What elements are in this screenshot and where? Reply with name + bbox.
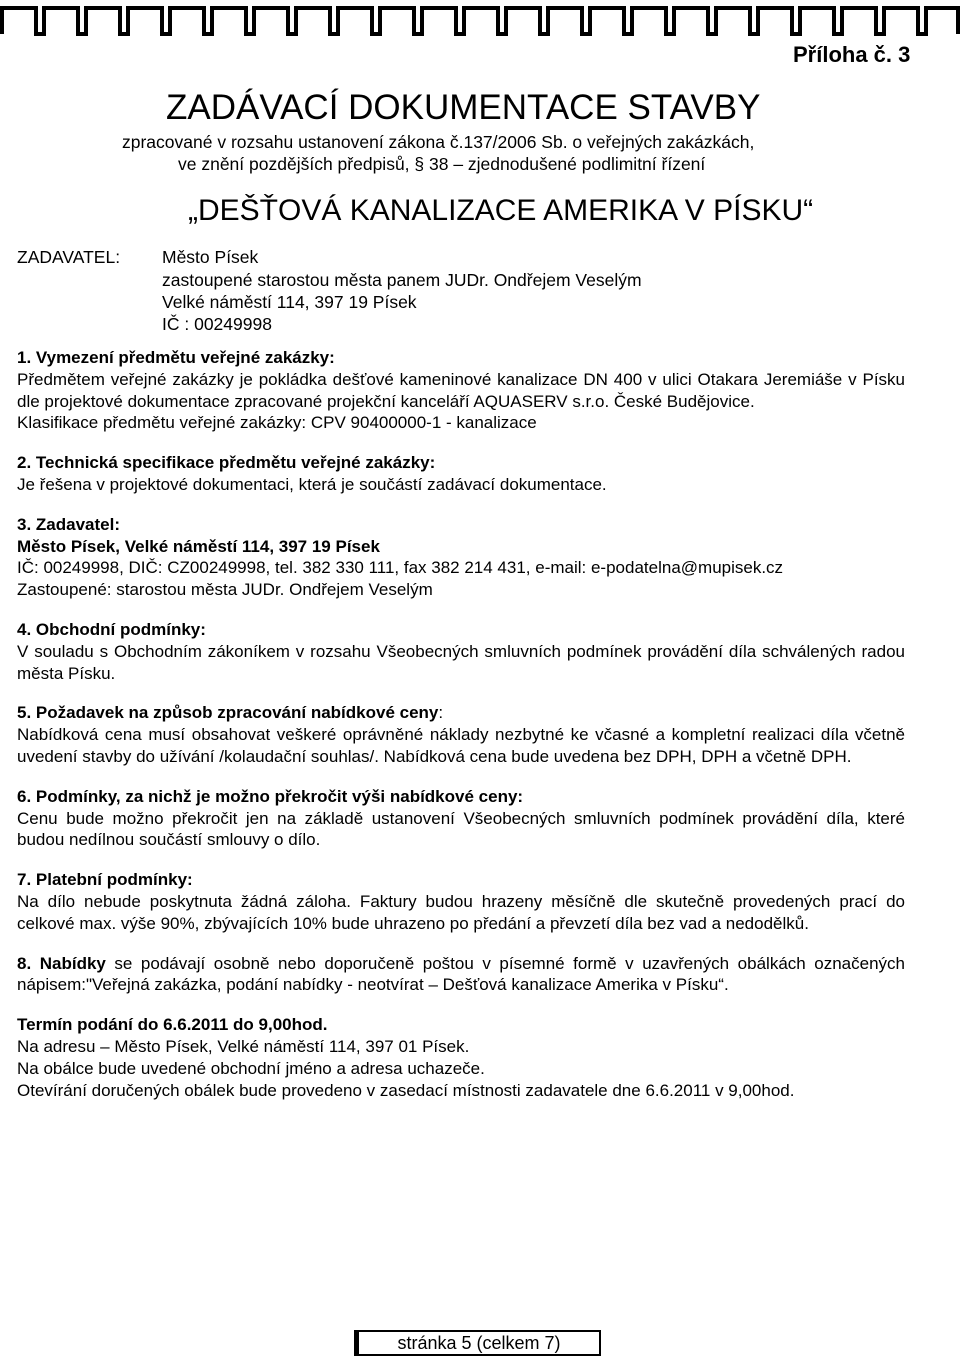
section-5-paragraph: Nabídková cena musí obsahovat veškeré oprávněné náklady nezbytné ke včasné a kompletní realizaci díla včetně uvedení stavby do užívání /kolaudační souhlas/. Nabídková cena bude uvedena bez DPH, DPH a včetně DPH.: [17, 725, 905, 766]
section-6-number: 6.: [17, 786, 36, 806]
contracting-authority-name: Město Písek: [162, 247, 259, 267]
section-3-title: Zadavatel:: [35, 514, 120, 534]
section-5-title: Požadavek na způsob zpracování nabídkové ceny: [35, 703, 439, 723]
subtitle-line-2: ve znění pozdějších předpisů, § 38 – zjednodušené podlimitní řízení: [178, 154, 706, 174]
section-3: [17, 514, 905, 601]
section-3-heading: [17, 514, 905, 536]
section-6-paragraph: Cenu bude možno překročit jen na základě ustanovení Všeobecných smluvních podmínek provádění díla, které budou nedílnou součástí smlouvy o dílo.: [17, 808, 905, 850]
document-title: ZADÁVACÍ DOKUMENTACE STAVBY: [166, 88, 761, 127]
section-8-number: 8.: [17, 953, 40, 973]
section-1: [17, 347, 905, 434]
section-4-title: Obchodní podmínky:: [35, 619, 206, 639]
section-4-heading: [17, 619, 905, 641]
section-1-paragraph: Předmětem veřejné zakázky je pokládka dešťové kameninové kanalizace DN 400 v ulici Otakara Jeremiáše v Písku dle projektové dokumentace zpracované projekční kanceláří AQUASERV s.r.o. České Budějovice.: [17, 369, 905, 411]
section-2-heading: [17, 452, 905, 474]
document-body: [17, 347, 905, 1101]
section-2: [17, 452, 905, 496]
section-4: [17, 619, 905, 684]
header-decorative-border: [0, 0, 960, 40]
submission-opening: Otevírání doručených obálek bude provedeno v zasedací místnosti zadavatele dne 6.6.2011 v 9,00hod.: [17, 1080, 795, 1100]
section-6-heading: [17, 786, 905, 808]
section-6: [17, 786, 905, 851]
section-8-title: Nabídky: [39, 953, 106, 973]
subtitle-line-1: zpracované v rozsahu ustanovení zákona č.137/2006 Sb. o veřejných zakázkách,: [122, 132, 755, 152]
section-7-paragraph: Na dílo nebude poskytnuta žádná záloha. Faktury budou hrazeny měsíčně dle skutečně provedených prací do celkové max. výše 90%, zbývajících 10% bude uhrazeno po předání a převzetí díla bez vad a nedodělků.: [17, 891, 905, 933]
section-7-number: 7.: [17, 870, 36, 890]
section-2-paragraph: Je řešena v projektové dokumentaci, která je součástí zadávací dokumentace.: [17, 474, 607, 494]
section-7-heading: [17, 869, 905, 891]
section-5-heading: [17, 702, 905, 724]
section-3-contacts: IČ: 00249998, DIČ: CZ00249998, tel. 382 330 111, fax 382 214 431, e-mail: e-podatelna@mupisek.cz: [17, 558, 784, 578]
section-1-title: Vymezení předmětu veřejné zakázky:: [35, 348, 335, 367]
section-2-title: Technická specifikace předmětu veřejné zakázky:: [35, 453, 436, 473]
page-number-footer: stránka 5 (celkem 7): [354, 1330, 601, 1356]
section-8: [17, 953, 905, 997]
section-2-number: 2.: [17, 453, 36, 473]
annex-label: Příloha č. 3: [793, 42, 911, 67]
contracting-authority-address: Velké náměstí 114, 397 19 Písek: [162, 292, 417, 312]
contracting-authority-representative: zastoupené starostou města panem JUDr. Ondřejem Veselým: [162, 270, 642, 290]
section-7: [17, 869, 905, 934]
section-4-number: 4.: [17, 619, 36, 639]
section-1-classification: Klasifikace předmětu veřejné zakázky: CPV 90400000-1 - kanalizace: [17, 413, 537, 433]
contracting-authority-label: ZADAVATEL:: [17, 247, 121, 267]
contracting-authority-id: IČ : 00249998: [162, 314, 272, 334]
section-3-represented: Zastoupené: starostou města JUDr. Ondřejem Veselým: [17, 580, 433, 600]
section-3-number: 3.: [17, 514, 36, 534]
submission-envelope-note: Na obálce bude uvedené obchodní jméno a adresa uchazeče.: [17, 1058, 485, 1078]
section-6-title: Podmínky, za nichž je možno překročit výši nabídkové ceny:: [35, 786, 524, 806]
section-8-text: se podávají osobně nebo doporučeně poštou v písemné formě v uzavřených obálkách označených nápisem:"Veřejná zakázka, podání nabídky - neotvírat – Dešťová kanalizace Amerika v Písku“.: [17, 953, 905, 995]
submission-deadline: Termín podání do 6.6.2011 do 9,00hod.: [17, 1015, 328, 1035]
section-7-title: Platební podmínky:: [35, 870, 193, 890]
submission-address: Na adresu – Město Písek, Velké náměstí 114, 397 01 Písek.: [17, 1036, 470, 1056]
section-4-paragraph: V souladu s Obchodním zákoníkem v rozsahu Všeobecných smluvních podmínek provádění díla schválených radou města Písku.: [17, 641, 905, 683]
section-3-name-address: Město Písek, Velké náměstí 114, 397 19 Písek: [17, 536, 380, 556]
section-5-number: 5.: [17, 703, 36, 723]
section-1-number: 1.: [17, 348, 36, 367]
project-name: „DEŠŤOVÁ KANALIZACE AMERIKA V PÍSKU“: [188, 194, 814, 227]
submission-block: [17, 1014, 905, 1101]
section-1-heading: [17, 347, 905, 369]
section-5-title-suffix: :: [438, 703, 444, 723]
section-8-paragraph: [17, 953, 905, 997]
section-5: [17, 702, 905, 767]
